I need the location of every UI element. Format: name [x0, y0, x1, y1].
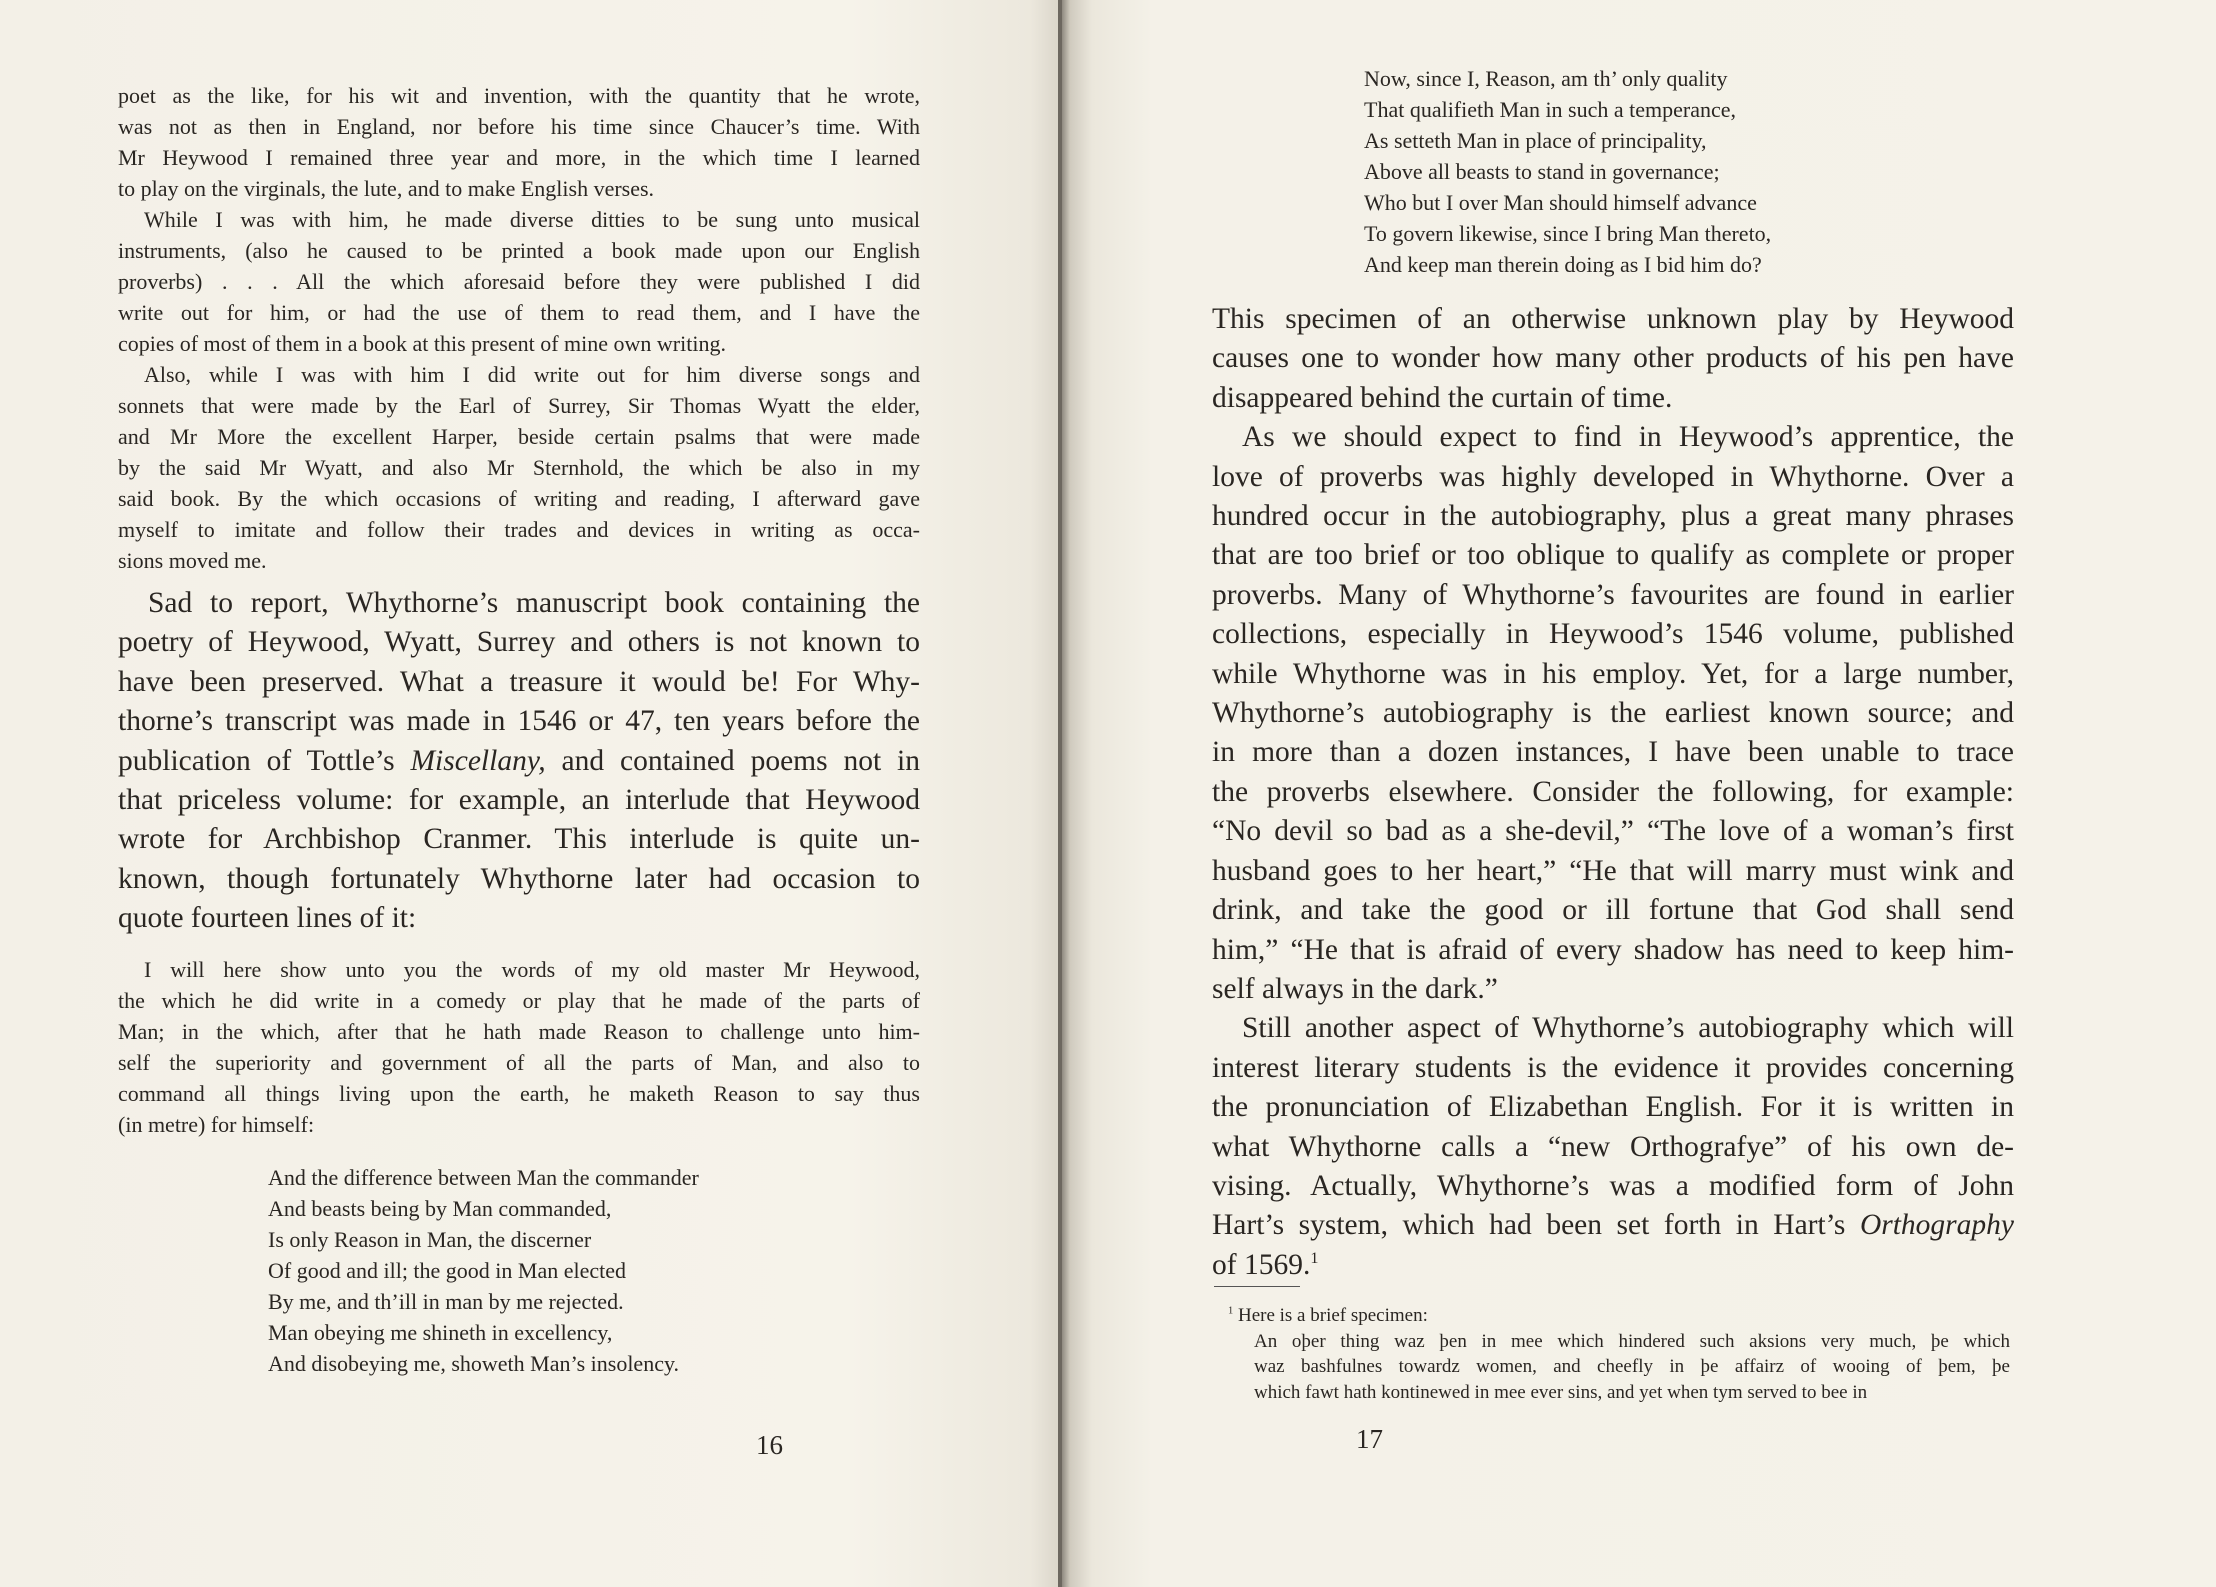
text-line — [1212, 1206, 2014, 1245]
text-line: Now, since I, Reason, am th’ only quality — [1364, 66, 1728, 91]
text-line: sions moved me. — [118, 548, 267, 573]
text-line: and Mr More the excellent Harper, beside certain psalms that were made — [118, 424, 920, 449]
text-line: Still another aspect of Whythorne’s autobiography which will — [1242, 1012, 2014, 1045]
text-line: quote fourteen lines of it: — [118, 902, 417, 935]
text-line: self always in the dark.” — [1212, 972, 1498, 1005]
text-line: what Whythorne calls a “new Orthografye” of his own de- — [1212, 1130, 2014, 1163]
text-line: Whythorne’s autobiography is the earliest known source; and — [1212, 697, 2014, 730]
quoted-letter-excerpt-2 — [118, 954, 920, 1140]
text-line: the pronunciation of Elizabethan English. For it is written in — [1212, 1091, 2014, 1124]
text-line: to play on the virginals, the lute, and to make English verses. — [118, 176, 655, 201]
text-line: command all things living upon the earth, he maketh Reason to say thus — [118, 1081, 920, 1106]
text-line: And beasts being by Man commanded, — [268, 1196, 612, 1221]
body-text-right — [1212, 300, 2014, 1285]
text-line: hundred occur in the autobiography, plus a great many phrases — [1212, 500, 2014, 533]
text-line: Who but I over Man should himself advance — [1364, 190, 1757, 215]
text-line: An oþer thing waz þen in mee which hindered such aksions very much, þe which — [1254, 1330, 2010, 1352]
text-line: in more than a dozen instances, I have been unable to trace — [1212, 736, 2014, 769]
text-line: disappeared behind the curtain of time. — [1212, 381, 1673, 414]
text-line: I will here show unto you the words of my old master Mr Heywood, — [144, 957, 920, 982]
text-line: waz bashfulnes towardz women, and cheefly in þe affairz of wooing of þem, þe — [1254, 1356, 2010, 1377]
text-line: known, though fortunately Whythorne later had occasion to — [118, 862, 920, 895]
text-line: Of good and ill; the good in Man elected — [268, 1258, 627, 1283]
text-line: causes one to wonder how many other products of his pen have — [1212, 342, 2014, 375]
text-line: have been preserved. What a treasure it would be! For Why- — [118, 665, 920, 698]
text-line — [1212, 1246, 2014, 1285]
text-line: And disobeying me, showeth Man’s insolency. — [268, 1351, 680, 1376]
text-line: drink, and take the good or ill fortune that God shall send — [1212, 894, 2014, 927]
text-line: By me, and th’ill in man by me rejected. — [268, 1289, 624, 1314]
footnote-marker: 1 — [1310, 1248, 1319, 1267]
quoted-letter-excerpt-1 — [118, 80, 920, 576]
text-line: vising. Actually, Whythorne’s was a modified form of John — [1212, 1169, 2014, 1202]
text-segment: of 1569. — [1212, 1248, 1311, 1281]
text-segment: Hart’s system, which had been set forth in Hart’s — [1212, 1209, 1860, 1242]
verse-quotation-left — [268, 1162, 868, 1379]
text-line: while Whythorne was in his employ. Yet, for a large number, — [1212, 657, 2014, 690]
text-line: him,” “He that is afraid of every shadow has need to keep him- — [1212, 933, 2014, 966]
footnote — [1228, 1303, 2010, 1405]
text-line: Man; in the which, after that he hath made Reason to challenge unto him- — [118, 1019, 920, 1044]
text-line: thorne’s transcript was made in 1546 or 47, ten years before the — [118, 705, 920, 738]
text-line: love of proverbs was highly developed in Whythorne. Over a — [1212, 460, 2014, 493]
text-line: Also, while I was with him I did write out for him diverse songs and — [144, 362, 920, 387]
text-line: the which he did write in a comedy or play that he made of the parts of — [118, 988, 920, 1013]
text-line: While I was with him, he made diverse ditties to be sung unto musical — [144, 207, 920, 232]
text-line: collections, especially in Heywood’s 1546 volume, published — [1212, 618, 2014, 651]
text-line: said book. By the which occasions of writing and reading, I afterward gave — [118, 486, 920, 511]
verse-quotation-right — [1364, 63, 1984, 280]
text-line: that are too brief or too oblique to qualify as complete or proper — [1212, 539, 2014, 572]
text-line: Is only Reason in Man, the discerner — [268, 1227, 592, 1252]
page-number-right: 17 — [1356, 1424, 1383, 1454]
italic-title: Miscellany, — [410, 744, 546, 777]
text-line: instruments, (also he caused to be printed a book made upon our English — [118, 238, 920, 263]
text-line: And the difference between Man the commander — [268, 1165, 699, 1190]
page-number-left: 16 — [756, 1430, 783, 1460]
text-line: interest literary students is the evidence it provides concerning — [1212, 1051, 2014, 1084]
italic-title: Orthography — [1859, 1209, 2014, 1242]
text-line: myself to imitate and follow their trades and devices in writing as occa- — [118, 517, 920, 542]
text-line: Mr Heywood I remained three year and more, in the which time I learned — [118, 145, 920, 170]
text-line: copies of most of them in a book at this present of mine own writing. — [118, 331, 726, 356]
text-line: As we should expect to find in Heywood’s apprentice, the — [1242, 421, 2014, 454]
text-line: husband goes to her heart,” “He that will marry must wink and — [1212, 854, 2014, 887]
text-line: Sad to report, Whythorne’s manuscript book containing the — [148, 587, 920, 619]
text-line: by the said Mr Wyatt, and also Mr Sternhold, the which be also in my — [118, 455, 920, 480]
text-line: was not as then in England, nor before his time since Chaucer’s time. With — [118, 114, 920, 139]
footnote-rule — [1214, 1286, 1300, 1287]
text-line: And keep man therein doing as I bid him do? — [1364, 252, 1762, 277]
text-line: poet as the like, for his wit and invention, with the quantity that he wrote, — [118, 83, 920, 108]
text-line: that priceless volume: for example, an interlude that Heywood — [118, 784, 920, 817]
text-line: write out for him, or had the use of them to read them, and I have the — [118, 300, 920, 325]
text-line: proverbs) . . . All the which aforesaid before they were published I did — [118, 269, 920, 294]
text-segment: publication of Tottle’s — [118, 744, 411, 777]
text-line: That qualifieth Man in such a temperance, — [1364, 97, 1737, 122]
text-segment: and contained poems not in — [545, 744, 920, 777]
text-line: proverbs. Many of Whythorne’s favourites are found in earlier — [1212, 578, 2014, 611]
text-line: Man obeying me shineth in excellency, — [268, 1320, 613, 1345]
text-line: “No devil so bad as a she-devil,” “The love of a woman’s first — [1212, 815, 2014, 848]
text-line: (in metre) for himself: — [118, 1112, 315, 1137]
text-line: To govern likewise, since I bring Man thereto, — [1364, 221, 1772, 246]
footnote-marker: 1 — [1228, 1305, 1234, 1317]
book-spine-gutter — [1058, 0, 1062, 1587]
text-line: the proverbs elsewhere. Consider the following, for example: — [1212, 775, 2014, 808]
text-line: sonnets that were made by the Earl of Surrey, Sir Thomas Wyatt the elder, — [118, 393, 920, 418]
text-line: wrote for Archbishop Cranmer. This interlude is quite un- — [118, 823, 920, 856]
body-paragraph-left — [118, 584, 920, 939]
text-line: Above all beasts to stand in governance; — [1364, 159, 1720, 184]
text-segment: Here is a brief specimen: — [1233, 1305, 1428, 1326]
text-line: which fawt hath kontinewed in mee ever sins, and yet when tym served to bee in — [1254, 1381, 1868, 1403]
text-line: As setteth Man in place of principality, — [1364, 128, 1707, 153]
text-line — [118, 742, 920, 781]
text-line: self the superiority and government of all the parts of Man, and also to — [118, 1050, 920, 1075]
text-line: This specimen of an otherwise unknown play by Heywood — [1212, 303, 2014, 335]
text-line — [1228, 1303, 2010, 1329]
text-line: poetry of Heywood, Wyatt, Surrey and others is not known to — [118, 626, 920, 659]
